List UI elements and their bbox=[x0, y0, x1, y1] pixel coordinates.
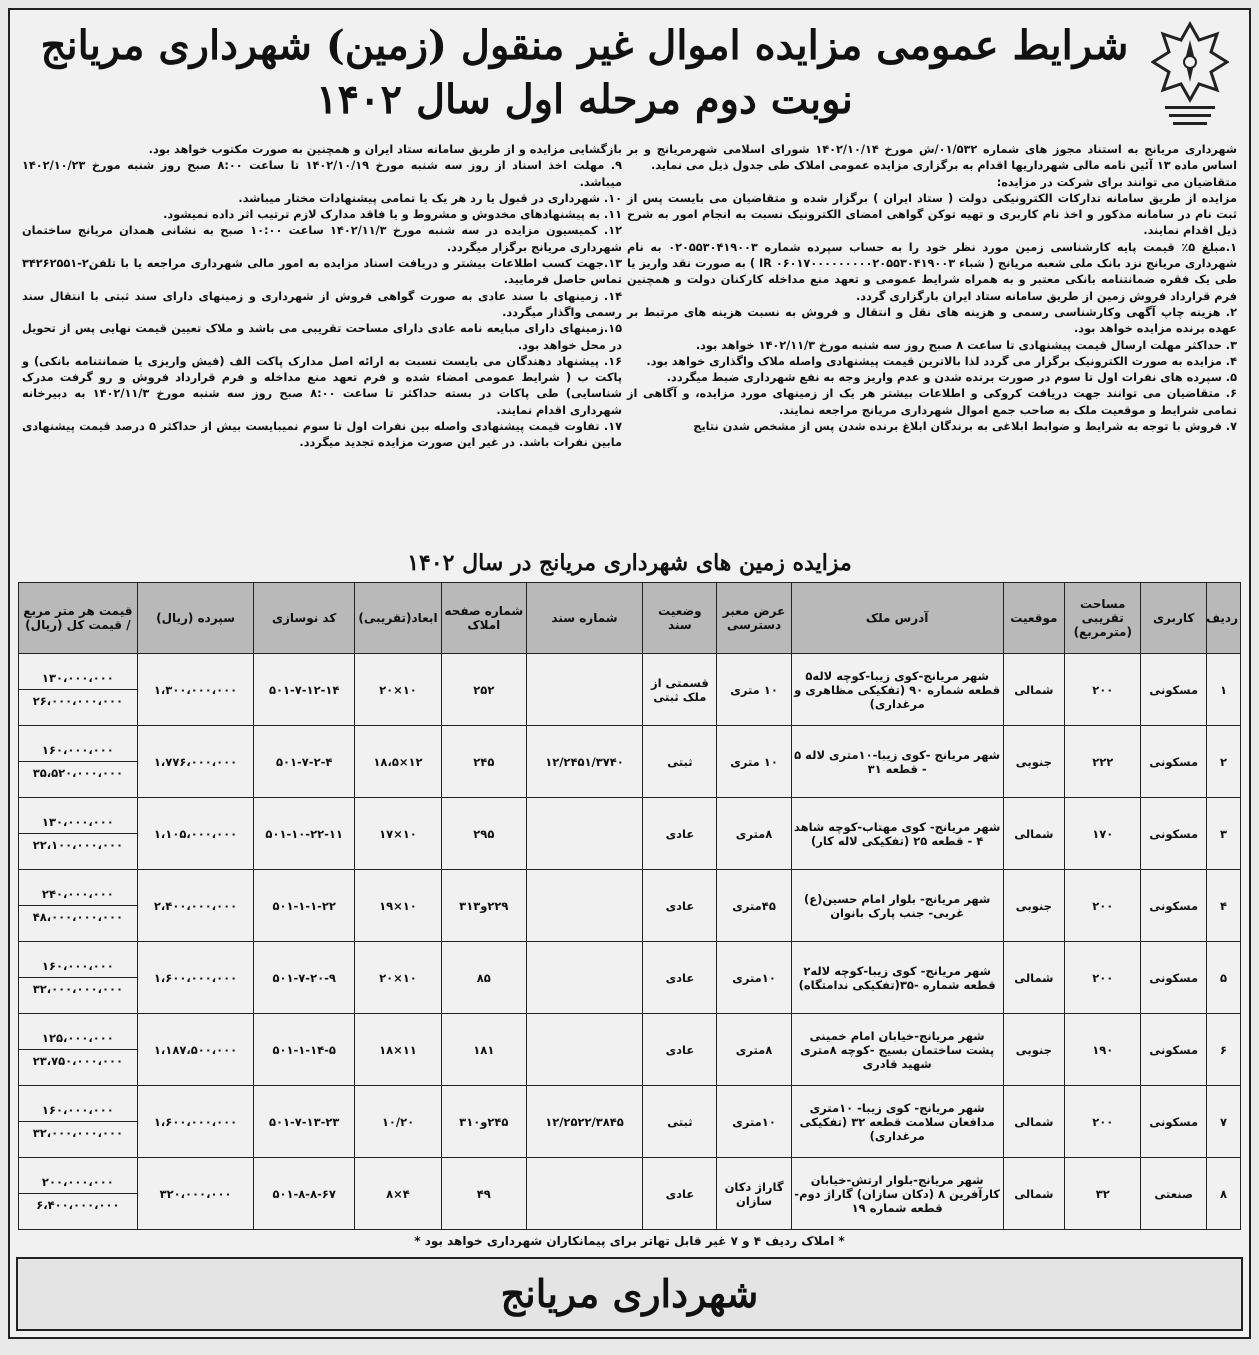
cell-price bbox=[19, 798, 138, 870]
table-header-cell: موقعیت bbox=[1003, 583, 1064, 654]
cell-deed-no bbox=[526, 942, 643, 1014]
cell-deposit: ۱،۶۰۰،۰۰۰،۰۰۰ bbox=[137, 942, 254, 1014]
price-per-meter: ۱۶۰،۰۰۰،۰۰۰ bbox=[19, 1099, 137, 1122]
condition-paragraph: ۶. متقاضیان می توانند جهت دریافت کروکی و اطلاعات بیشتر هر یک از زمینهای مورد مزایده، و آگاهی از تمامی شرایط و موقعیت ملک به صاحب جمع اموال شهرداری مریانج مراجعه نمایند. bbox=[627, 387, 1237, 417]
cell-addr: شهر مریانج-کوی زیبا-کوچه لاله۵ قطعه شماره ۹۰ (تفکیکی مظاهری و مرغداری) bbox=[791, 654, 1003, 726]
cell-addr: شهر مریانج- کوی مهتاب-کوچه شاهد ۴ - قطعه ۲۵ (تفکیکی لاله کار) bbox=[791, 798, 1003, 870]
table-row bbox=[19, 942, 1241, 1014]
cell-area: ۲۰۰ bbox=[1065, 1086, 1141, 1158]
cell-deed-no bbox=[526, 1158, 643, 1230]
cell-code: ۵۰۱-۱-۱۴-۵ bbox=[254, 1014, 355, 1086]
condition-paragraph: مزایده از طریق سامانه تدارکات الکترونیکی دولت ( ستاد ایران ) برگزار شده و متقاضیان می بایست پس از ثبت نام در سامانه مذکور و اخذ نام کاربری و تهیه توکن گواهی امضای الکترونیک نسبت به انجام امور به شرح ذیل اقدام نمایند. bbox=[627, 191, 1237, 238]
cell-deed-no: ۱۲/۲۵۲۲/۳۸۴۵ bbox=[526, 1086, 643, 1158]
table-row bbox=[19, 1158, 1241, 1230]
cell-addr: شهر مریانج- کوی زیبا-کوچه لاله۲ قطعه شماره -۳۵(تفکیکی ندامتگاه) bbox=[791, 942, 1003, 1014]
condition-paragraph: شهرداری مریانج به استناد مجوز های شماره ۰۱/۵۳۲/ش مورخ ۱۴۰۲/۱۰/۱۴ شورای اسلامی شهرمریانج و بر اساس ماده ۱۳ آئین نامه مالی شهرداریها اقدام به برگزاری مزایده عمومی املاک طی جدول ذیل می نماید. bbox=[627, 143, 1237, 173]
cell-dim: ۱۰×۲۰ bbox=[355, 654, 442, 726]
cell-deposit: ۳۲۰،۰۰۰،۰۰۰ bbox=[137, 1158, 254, 1230]
condition-paragraph: ۱.مبلغ ۵٪ قیمت پایه کارشناسی زمین مورد نظر خود را به حساب سپرده شماره ۰۲۰۵۵۳۰۴۱۹۰۰۳ به نام شهرداری مریانج نزد بانک ملی شعبه مریانج ( شباء ۰۶۰۱۷۰۰۰۰۰۰۰۰۰۲۰۵۵۳۰۴۱۹۰۰۳ IR ) به صورت نقد واریز یا طی یک فقره ضمانتنامه بانکی معتبر و به همراه شرایط عمومی و تعهد منع مداخله کارکنان دولت و همچنین فرم قرارداد فروش زمین از طریق سامانه ستاد ایران بارگزاری گردد. bbox=[627, 240, 1237, 303]
table-header-cell: کد نوسازی bbox=[254, 583, 355, 654]
cell-page: ۲۴۵ bbox=[441, 726, 526, 798]
cell-width: ۴۵متری bbox=[717, 870, 791, 942]
cell-no: ۳ bbox=[1207, 798, 1241, 870]
cell-page: ۸۵ bbox=[441, 942, 526, 1014]
municipality-logo-icon bbox=[1151, 20, 1229, 130]
condition-paragraph: ۱۵.زمینهای دارای مبایعه نامه عادی دارای مساحت تقریبی می باشد و ملاک تعیین قیمت نهایی پس از تحویل در محل خواهد بود. bbox=[22, 322, 622, 352]
page-title: شرایط عمومی مزایده اموال غیر منقول (زمین) شهرداری مریانج bbox=[40, 22, 1129, 69]
cell-addr: شهر مریانج-خیابان امام خمینی پشت ساختمان بسیج -کوچه ۸متری شهید قادری bbox=[791, 1014, 1003, 1086]
cell-area: ۲۰۰ bbox=[1065, 654, 1141, 726]
price-per-meter: ۱۶۰،۰۰۰،۰۰۰ bbox=[19, 739, 137, 762]
cell-use: مسکونی bbox=[1141, 654, 1207, 726]
cell-addr: شهر مریانج- بلوار امام حسین(ع) غربی- جنب پارک بانوان bbox=[791, 870, 1003, 942]
footer-banner: شهرداری مریانج bbox=[16, 1257, 1243, 1331]
cell-pos: شمالی bbox=[1003, 942, 1064, 1014]
table-row bbox=[19, 798, 1241, 870]
price-total: ۳۲،۰۰۰،۰۰۰،۰۰۰ bbox=[32, 982, 124, 996]
cell-page: ۲۵۲ bbox=[441, 654, 526, 726]
cell-no: ۵ bbox=[1207, 942, 1241, 1014]
condition-paragraph: ۱۶. پیشنهاد دهندگان می بایست نسبت به ارائه اصل مدارک پاکت الف (فیش واریزی یا ضمانتنامه بانکی) و پاکت ب ( شرایط عمومی امضاء شده و فرم تعهد منع مداخله و فرم قرارداد فروش و رو گرفت مدرک شناسایی) طی پاکات در بسته حداکثر تا ساعت ۸:۰۰ صبح روز سه شنبه مورخ ۱۴۰۲/۱۱/۳ به دبیرخانه شهرداری اقدام نمایند. bbox=[22, 354, 622, 417]
cell-price bbox=[19, 1086, 138, 1158]
cell-pos: جنوبی bbox=[1003, 1014, 1064, 1086]
condition-paragraph: ۹. مهلت اخذ اسناد از روز سه شنبه مورخ ۱۴۰۲/۱۰/۱۹ تا ساعت ۸:۰۰ صبح روز شنبه مورخ ۱۴۰۲/۱۰/۲۳ میباشد. bbox=[22, 159, 622, 189]
price-total: ۴۸،۰۰۰،۰۰۰،۰۰۰ bbox=[32, 910, 124, 924]
cell-deed-no: ۱۲/۲۴۵۱/۳۷۴۰ bbox=[526, 726, 643, 798]
header bbox=[10, 10, 1249, 142]
cell-use: مسکونی bbox=[1141, 798, 1207, 870]
auction-table bbox=[18, 582, 1241, 1230]
cell-addr: شهر مریانج-بلوار ارتش-خیابان کارآفرین ۸ (دکان سازان) گاراژ دوم- قطعه شماره ۱۹ bbox=[791, 1158, 1003, 1230]
cell-deed: قسمتی از ملک ثبتی bbox=[643, 654, 717, 726]
cell-addr: شهر مریانج- کوی زیبا- ۱۰متری مدافعان سلامت قطعه ۳۲ (تفکیکی مرغداری) bbox=[791, 1086, 1003, 1158]
price-total: ۳۲،۰۰۰،۰۰۰،۰۰۰ bbox=[32, 1126, 124, 1140]
condition-paragraph: ۳. حداکثر مهلت ارسال قیمت پیشنهادی تا ساعت ۸ صبح روز سه شنبه مورخ ۱۴۰۲/۱۱/۳ خواهد بود. bbox=[695, 338, 1237, 352]
cell-price bbox=[19, 1158, 138, 1230]
cell-code: ۵۰۱-۸-۸-۶۷ bbox=[254, 1158, 355, 1230]
cell-no: ۱ bbox=[1207, 654, 1241, 726]
cell-code: ۵۰۱-۷-۱۳-۲۳ bbox=[254, 1086, 355, 1158]
cell-width: ۱۰متری bbox=[717, 942, 791, 1014]
cell-pos: جنوبی bbox=[1003, 726, 1064, 798]
cell-deed: عادی bbox=[643, 870, 717, 942]
cell-pos: شمالی bbox=[1003, 654, 1064, 726]
condition-paragraph: ۱۱. به پیشنهادهای مخدوش و مشروط و یا فاقد مدارک لازم ترتیب اثر داده نمیشود. bbox=[163, 208, 622, 222]
cell-deed-no bbox=[526, 654, 643, 726]
footnote: * املاک ردیف ۴ و ۷ غیر قابل تهاتر برای پیمانکاران شهرداری خواهد بود * bbox=[414, 1234, 845, 1248]
cell-deed: ثبتی bbox=[643, 726, 717, 798]
table-row bbox=[19, 1086, 1241, 1158]
cell-dim: ۴×۸ bbox=[355, 1158, 442, 1230]
cell-area: ۳۲ bbox=[1065, 1158, 1141, 1230]
price-total: ۲۲،۱۰۰،۰۰۰،۰۰۰ bbox=[32, 838, 124, 852]
cell-use: مسکونی bbox=[1141, 1014, 1207, 1086]
price-per-meter: ۱۶۰،۰۰۰،۰۰۰ bbox=[19, 955, 137, 978]
price-per-meter: ۲۰۰،۰۰۰،۰۰۰ bbox=[19, 1171, 137, 1194]
cell-deposit: ۱،۷۷۶،۰۰۰،۰۰۰ bbox=[137, 726, 254, 798]
condition-paragraph: متقاضیان می توانند برای شرکت در مزایده: bbox=[996, 175, 1237, 189]
cell-deposit: ۱،۶۰۰،۰۰۰،۰۰۰ bbox=[137, 1086, 254, 1158]
price-total: ۶،۴۰۰،۰۰۰،۰۰۰ bbox=[36, 1198, 120, 1212]
table-header-cell: آدرس ملک bbox=[791, 583, 1003, 654]
page-subtitle: نوبت دوم مرحله اول سال ۱۴۰۲ bbox=[316, 76, 853, 123]
condition-paragraph: بازگشایی مزایده و از طریق سامانه ستاد ایران و همچنین به صورت مکتوب خواهد بود. bbox=[148, 143, 622, 156]
cell-use: مسکونی bbox=[1141, 726, 1207, 798]
price-per-meter: ۱۲۵،۰۰۰،۰۰۰ bbox=[19, 1027, 137, 1050]
table-header-row bbox=[19, 583, 1241, 654]
cell-price bbox=[19, 1014, 138, 1086]
cell-area: ۲۰۰ bbox=[1065, 870, 1141, 942]
cell-pos: شمالی bbox=[1003, 798, 1064, 870]
cell-use: مسکونی bbox=[1141, 942, 1207, 1014]
cell-use: صنعتی bbox=[1141, 1158, 1207, 1230]
cell-page: ۴۹ bbox=[441, 1158, 526, 1230]
table-header-cell: کاربری bbox=[1141, 583, 1207, 654]
cell-pos: شمالی bbox=[1003, 1158, 1064, 1230]
table-header-cell: قیمت هر متر مربع / قیمت کل (ریال) bbox=[19, 583, 138, 654]
cell-area: ۲۲۲ bbox=[1065, 726, 1141, 798]
cell-page: ۱۸۱ bbox=[441, 1014, 526, 1086]
condition-paragraph: ۱۴. زمینهای با سند عادی به صورت گواهی فروش از شهرداری و زمینهای دارای سند ثبتی با انتقال سند رسمی واگذار میگردد. bbox=[22, 289, 622, 319]
cell-deed-no bbox=[526, 798, 643, 870]
cell-width: گاراژ دکان سازان bbox=[717, 1158, 791, 1230]
cell-price bbox=[19, 654, 138, 726]
cell-no: ۴ bbox=[1207, 870, 1241, 942]
cell-dim: ۱۰×۱۹ bbox=[355, 870, 442, 942]
cell-price bbox=[19, 726, 138, 798]
cell-use: مسکونی bbox=[1141, 870, 1207, 942]
cell-pos: شمالی bbox=[1003, 1086, 1064, 1158]
cell-page: ۲۴۵و۳۱۰ bbox=[441, 1086, 526, 1158]
condition-paragraph: ۵. سپرده های نفرات اول تا سوم در صورت برنده شدن و عدم واریز وجه به نفع شهرداری ضبط میگردد. bbox=[666, 371, 1237, 385]
cell-deposit: ۲،۴۰۰،۰۰۰،۰۰۰ bbox=[137, 870, 254, 942]
cell-price bbox=[19, 870, 138, 942]
table-header-cell: عرض معبر دسترسی bbox=[717, 583, 791, 654]
table-row bbox=[19, 1014, 1241, 1086]
cell-deed-no bbox=[526, 1014, 643, 1086]
cell-pos: جنوبی bbox=[1003, 870, 1064, 942]
cell-page: ۲۲۹و۳۱۳ bbox=[441, 870, 526, 942]
table-header-cell: شماره صفحه املاک bbox=[441, 583, 526, 654]
cell-code: ۵۰۱-۱۰-۲۲-۱۱ bbox=[254, 798, 355, 870]
condition-paragraph: ۲. هزینه چاپ آگهی وکارشناسی رسمی و هزینه های نقل و انتقال و فروش به نسبت هزینه های مرتبط بر عهده برنده مزایده خواهد بود. bbox=[627, 305, 1237, 336]
cell-deed: عادی bbox=[643, 1014, 717, 1086]
cell-use: مسکونی bbox=[1141, 1086, 1207, 1158]
cell-deed: عادی bbox=[643, 1158, 717, 1230]
cell-width: ۱۰متری bbox=[717, 1086, 791, 1158]
condition-paragraph: ۴. مزایده به صورت الکترونیک برگزار می گردد لذا بالاترین قیمت پیشنهادی واصله ملاک واگذاری خواهد بود. bbox=[646, 354, 1237, 368]
cell-width: ۸متری bbox=[717, 1014, 791, 1086]
conditions-right-column bbox=[627, 142, 1237, 435]
cell-deed: ثبتی bbox=[643, 1086, 717, 1158]
table-row bbox=[19, 654, 1241, 726]
cell-deposit: ۱،۱۸۷،۵۰۰،۰۰۰ bbox=[137, 1014, 254, 1086]
cell-dim: ۱۰×۲۰ bbox=[355, 942, 442, 1014]
cell-area: ۲۰۰ bbox=[1065, 942, 1141, 1014]
advertisement-page bbox=[8, 8, 1251, 1339]
price-total: ۲۳،۷۵۰،۰۰۰،۰۰۰ bbox=[32, 1054, 124, 1068]
cell-deed-no bbox=[526, 870, 643, 942]
table-header-cell: ابعاد(تقریبی) bbox=[355, 583, 442, 654]
cell-code: ۵۰۱-۷-۲۰-۹ bbox=[254, 942, 355, 1014]
price-per-meter: ۱۳۰،۰۰۰،۰۰۰ bbox=[19, 811, 137, 834]
cell-no: ۶ bbox=[1207, 1014, 1241, 1086]
price-per-meter: ۱۳۰،۰۰۰،۰۰۰ bbox=[19, 667, 137, 690]
cell-no: ۲ bbox=[1207, 726, 1241, 798]
cell-area: ۱۹۰ bbox=[1065, 1014, 1141, 1086]
cell-deed: عادی bbox=[643, 942, 717, 1014]
table-header-cell: ردیف bbox=[1207, 583, 1241, 654]
conditions-left-column bbox=[22, 142, 622, 452]
conditions-section bbox=[10, 142, 1249, 542]
cell-no: ۸ bbox=[1207, 1158, 1241, 1230]
cell-page: ۲۹۵ bbox=[441, 798, 526, 870]
cell-area: ۱۷۰ bbox=[1065, 798, 1141, 870]
table-header-cell: مساحت تقریبی (مترمربع) bbox=[1065, 583, 1141, 654]
condition-paragraph: ۱۰. شهرداری در قبول یا رد هر یک یا تمامی پیشنهادات مختار میباشد. bbox=[238, 191, 622, 205]
table-row bbox=[19, 726, 1241, 798]
cell-width: ۱۰ متری bbox=[717, 726, 791, 798]
price-per-meter: ۲۴۰،۰۰۰،۰۰۰ bbox=[19, 883, 137, 906]
cell-dim: ۱۲×۱۸،۵ bbox=[355, 726, 442, 798]
price-total: ۳۵،۵۲۰،۰۰۰،۰۰۰ bbox=[32, 766, 124, 780]
cell-width: ۸متری bbox=[717, 798, 791, 870]
cell-addr: شهر مریانج -کوی زیبا-۱۰متری لاله ۵ - قطعه ۳۱ bbox=[791, 726, 1003, 798]
cell-no: ۷ bbox=[1207, 1086, 1241, 1158]
condition-paragraph: ۱۲. کمیسیون مزایده در سه شنبه مورخ ۱۴۰۲/۱۱/۳ ساعت ۱۰:۰۰ صبح به نشانی همدان مریانج ساختمان شهرداری مریانج برگزار میگردد. bbox=[22, 224, 622, 254]
cell-deposit: ۱،۱۰۵،۰۰۰،۰۰۰ bbox=[137, 798, 254, 870]
cell-code: ۵۰۱-۱-۱-۲۲ bbox=[254, 870, 355, 942]
cell-code: ۵۰۱-۷-۲-۴ bbox=[254, 726, 355, 798]
cell-width: ۱۰ متری bbox=[717, 654, 791, 726]
cell-dim: ۱۰×۱۷ bbox=[355, 798, 442, 870]
condition-paragraph: ۱۳.جهت کسب اطلاعات بیشتر و دریافت اسناد مزایده به امور مالی شهرداری مراجعه یا با تلفن۲-۳۴۲۶۲۵۵۱ تماس حاصل فرمایید. bbox=[22, 257, 622, 287]
condition-paragraph: ۷. فروش با توجه به شرایط و ضوابط ابلاغی به برندگان ابلاغ برنده شدن پس از مشخص شدن نتایج bbox=[693, 420, 1237, 434]
table-header-cell: سپرده (ریال) bbox=[137, 583, 254, 654]
cell-dim: ۱۰/۲۰ bbox=[355, 1086, 442, 1158]
table-title: مزایده زمین های شهرداری مریانج در سال ۱۴۰۲ bbox=[407, 550, 852, 576]
table-header-cell: وضعیت سند bbox=[643, 583, 717, 654]
cell-code: ۵۰۱-۷-۱۲-۱۴ bbox=[254, 654, 355, 726]
cell-dim: ۱۱×۱۸ bbox=[355, 1014, 442, 1086]
table-header-cell: شماره سند bbox=[526, 583, 643, 654]
cell-deed: عادی bbox=[643, 798, 717, 870]
cell-deposit: ۱،۳۰۰،۰۰۰،۰۰۰ bbox=[137, 654, 254, 726]
table-row bbox=[19, 870, 1241, 942]
price-total: ۲۶،۰۰۰،۰۰۰،۰۰۰ bbox=[32, 694, 124, 708]
condition-paragraph: ۱۷. تفاوت قیمت پیشنهادی واصله بین نفرات اول تا سوم نمیبایست بیش از حداکثر ۵ درصد قیمت پیشنهادی مابین نفرات باشد. در غیر این صورت مزایده تجدید میگردد. bbox=[22, 420, 622, 450]
cell-price bbox=[19, 942, 138, 1014]
